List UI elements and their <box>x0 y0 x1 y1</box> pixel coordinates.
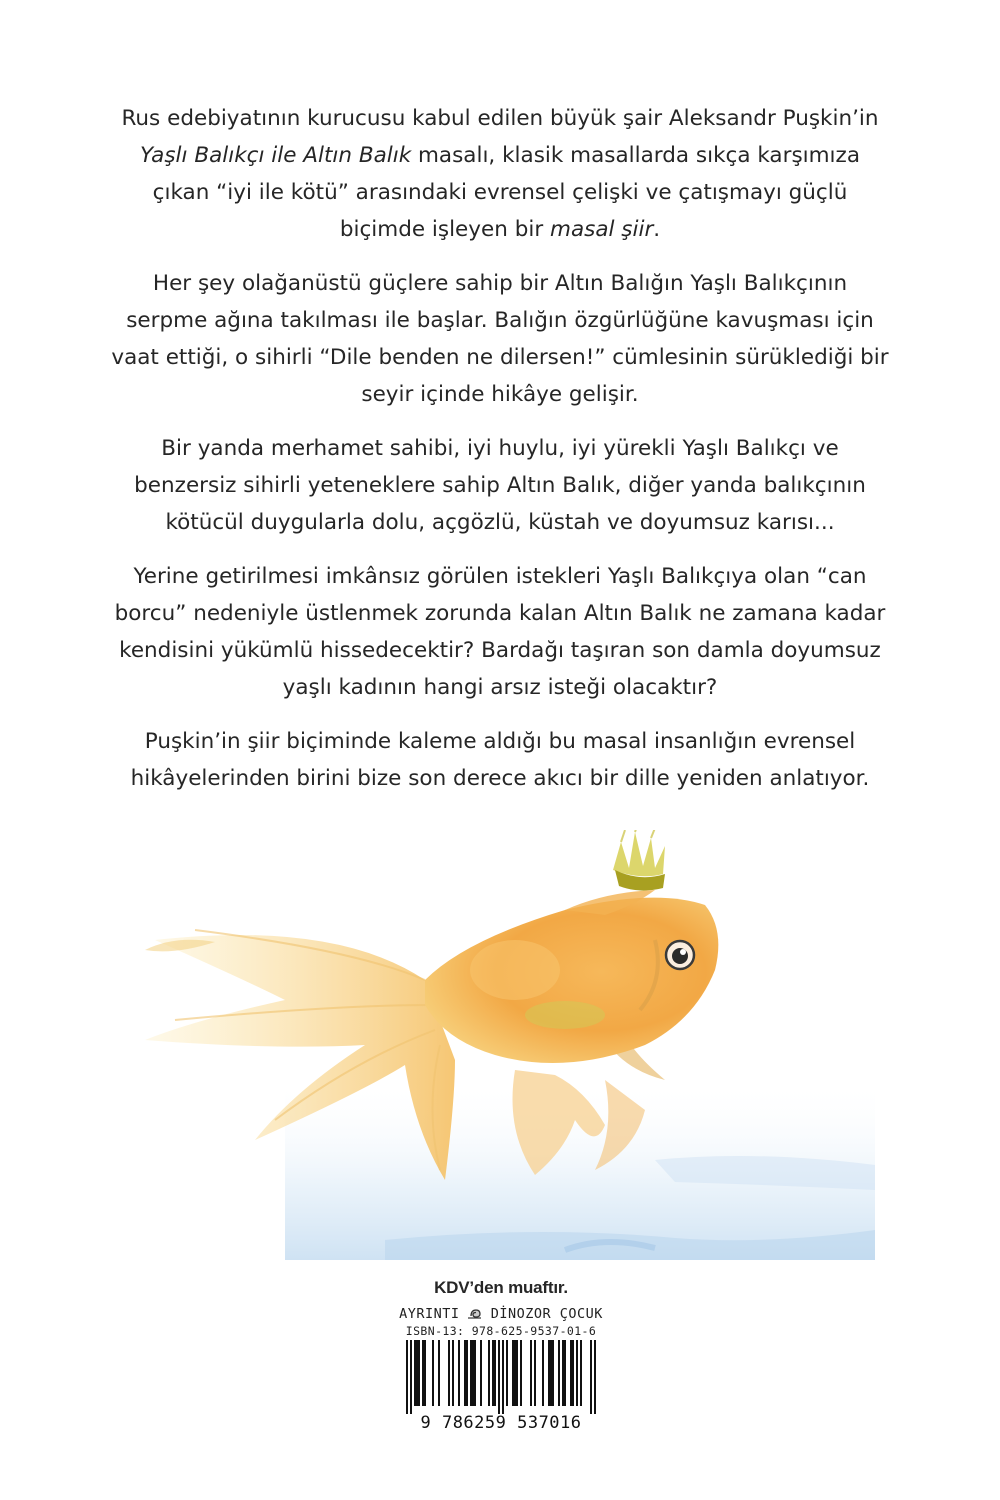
barcode-bar <box>506 1340 508 1406</box>
barcode-block <box>395 1278 607 1433</box>
crown-icon <box>613 830 665 891</box>
book-title-italic: Yaşlı Balıkçı ile Altın Balık <box>140 143 412 168</box>
barcode-bar <box>424 1340 426 1406</box>
barcode-bar <box>516 1340 518 1406</box>
blurb-paragraph-1 <box>110 100 890 248</box>
barcode-bar <box>552 1340 554 1406</box>
fish-body <box>425 890 718 1063</box>
barcode-bar <box>458 1340 460 1406</box>
barcode-bar <box>502 1340 504 1414</box>
goldfish-illustration <box>135 830 875 1260</box>
barcode-bar <box>470 1340 472 1406</box>
barcode-bar <box>562 1340 564 1406</box>
barcode <box>395 1340 607 1414</box>
barcode-bar <box>438 1340 440 1406</box>
barcode-bar <box>488 1340 490 1406</box>
barcode-bar <box>570 1340 572 1406</box>
barcode-bar <box>580 1340 582 1406</box>
barcode-bar <box>530 1340 532 1406</box>
barcode-bar <box>548 1340 550 1406</box>
blurb-p1-text-start: Rus edebiyatının kurucusu kabul edilen büyük şair Aleksandr Puşkin’in <box>121 106 879 131</box>
publisher-name-left: AYRINTI <box>399 1306 460 1322</box>
barcode-bar <box>448 1340 450 1406</box>
barcode-bar <box>594 1340 596 1414</box>
barcode-bar <box>452 1340 454 1406</box>
barcode-bar <box>418 1340 420 1406</box>
snail-icon <box>468 1308 482 1319</box>
barcode-bar <box>514 1340 516 1406</box>
blurb-p1-text-end: . <box>653 217 661 242</box>
barcode-bar <box>550 1340 552 1406</box>
genre-italic: masal şiir <box>550 217 654 242</box>
barcode-bar <box>572 1340 574 1406</box>
barcode-bar <box>472 1340 474 1406</box>
barcode-bar <box>564 1340 566 1406</box>
blurb-paragraph-5: Puşkin’in şiir biçiminde kaleme aldığı bu masal insanlığın evrensel hikâyelerinden birini bize son derece akıcı bir dille yeniden anlatıyor. <box>130 729 870 791</box>
barcode-bar <box>542 1340 544 1406</box>
barcode-bar <box>410 1340 412 1414</box>
isbn-text: ISBN-13: 978-625-9537-01-6 <box>405 1324 597 1338</box>
barcode-bar <box>558 1340 560 1406</box>
barcode-bar <box>520 1340 522 1406</box>
publisher-name-right: DİNOZOR ÇOCUK <box>490 1306 603 1322</box>
barcode-bar <box>464 1340 466 1406</box>
back-cover-blurb <box>110 100 890 814</box>
publisher-line <box>395 1306 607 1322</box>
barcode-bar <box>512 1340 514 1406</box>
barcode-bar <box>590 1340 592 1414</box>
barcode-bar <box>466 1340 468 1406</box>
fish-eye <box>666 941 694 969</box>
blurb-paragraph-4: Yerine getirilmesi imkânsız görülen istekleri Yaşlı Balıkçıya olan “can borcu” nedeniyle üstlenmek zorunda kalan Altın Balık ne zamana kadar kendisini yükümlü hissedecektir? Bardağı taşıran son damla doyumsuz yaşlı kadının hangi arsız isteği olacaktır? <box>114 564 886 700</box>
vat-exempt-note: KDV’den muaftır. <box>434 1278 568 1297</box>
barcode-bar <box>492 1340 494 1406</box>
barcode-bar <box>416 1340 418 1406</box>
barcode-bar <box>494 1340 496 1406</box>
barcode-bar <box>474 1340 476 1406</box>
blurb-p1-text-middle: masalı, klasik masallarda sıkça karşımıza çıkan “iyi ile kötü” arasındaki evrensel çelişki ve çatışmayı güçlü biçimde işleyen bir <box>152 143 860 242</box>
barcode-bar <box>414 1340 416 1406</box>
barcode-bar <box>480 1340 482 1406</box>
barcode-bar <box>432 1340 434 1406</box>
blurb-paragraph-2: Her şey olağanüstü güçlere sahip bir Altın Balığın Yaşlı Balıkçının serpme ağına takılması ile başlar. Balığın özgürlüğüne kavuşması için vaat ettiği, o sihirli “Dile benden ne dilersen!” cümlesinin sürüklediği bir seyir içinde hikâye gelişir. <box>111 271 889 407</box>
barcode-bar <box>422 1340 424 1406</box>
barcode-digits: 9 786259 537016 <box>420 1413 582 1433</box>
barcode-bar <box>406 1340 408 1414</box>
blurb-paragraph-3: Bir yanda merhamet sahibi, iyi huylu, iyi yürekli Yaşlı Balıkçı ve benzersiz sihirli yeteneklere sahip Altın Balık, diğer yanda balıkçının kötücül duygularla dolu, açgözlü, küstah ve doyumsuz karısı... <box>134 436 866 535</box>
barcode-bar <box>498 1340 500 1414</box>
barcode-bar <box>534 1340 536 1406</box>
barcode-bar <box>576 1340 578 1406</box>
